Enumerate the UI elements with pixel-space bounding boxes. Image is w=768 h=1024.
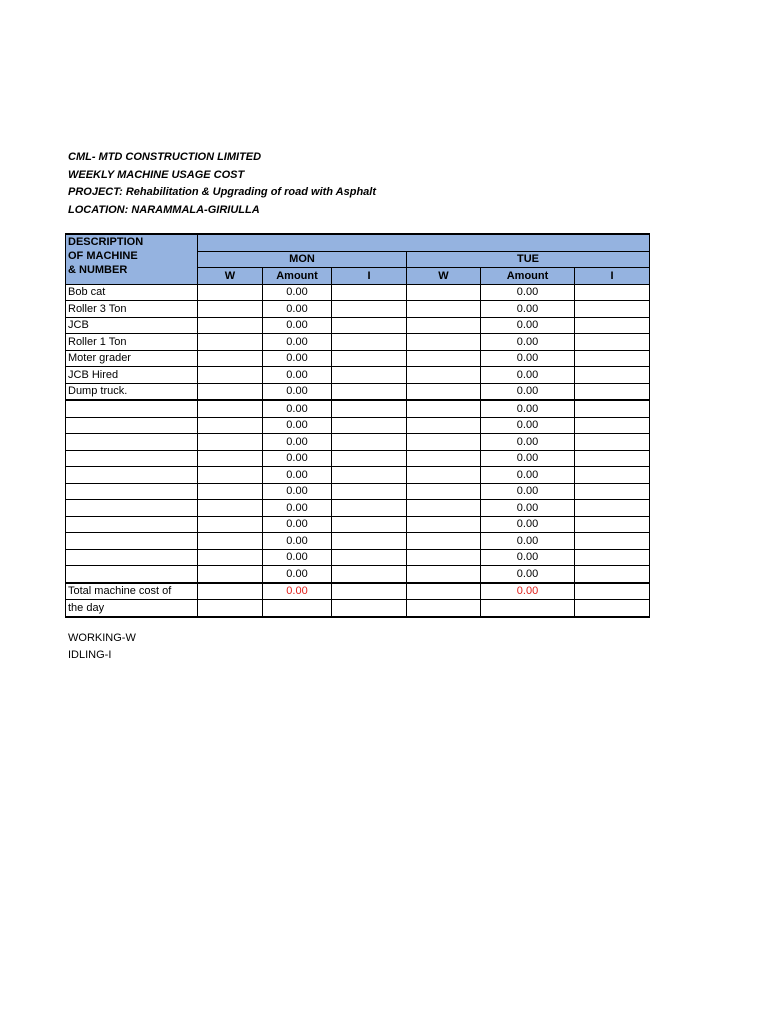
tue-w-cell[interactable]: [407, 566, 481, 583]
table-row: [66, 301, 650, 318]
total-row-continued: [66, 600, 650, 617]
mon-i-cell[interactable]: [332, 383, 407, 400]
tue-amount-cell[interactable]: 0.00: [481, 301, 575, 318]
tue-amount-cell[interactable]: 0.00: [481, 284, 575, 301]
tue-w-cell[interactable]: [407, 483, 481, 500]
tue-w-cell[interactable]: [407, 317, 481, 334]
tue-w-cell[interactable]: [407, 301, 481, 318]
mon-w-cell[interactable]: [198, 317, 263, 334]
day-header-mon: MON: [198, 251, 407, 268]
total-tue-w-cell: [407, 583, 481, 600]
machine-name-cell[interactable]: Bob cat: [66, 284, 198, 301]
tue-w-cell[interactable]: [407, 549, 481, 566]
table-row: [66, 350, 650, 367]
mon-amount-cell[interactable]: 0.00: [263, 334, 332, 351]
mon-i-cell[interactable]: [332, 367, 407, 384]
mon-amount-cell[interactable]: 0.00: [263, 350, 332, 367]
total-tue-amount: 0.00: [481, 583, 575, 600]
mon-i-cell[interactable]: [332, 500, 407, 517]
mon-w-cell[interactable]: [198, 367, 263, 384]
mon-i-cell[interactable]: [332, 450, 407, 467]
company-name: CML- MTD CONSTRUCTION LIMITED: [68, 151, 262, 163]
tue-i-cell[interactable]: [575, 549, 650, 566]
tue-w-cell[interactable]: [407, 334, 481, 351]
mon-w-cell[interactable]: [198, 483, 263, 500]
mon-i-cell[interactable]: [332, 467, 407, 484]
table-row: [66, 549, 650, 566]
document-header: [68, 149, 376, 219]
mon-i-cell[interactable]: [332, 533, 407, 550]
description-header-line: DESCRIPTION: [68, 236, 144, 248]
machine-name-cell[interactable]: [66, 566, 198, 583]
mon-amount-cell[interactable]: 0.00: [263, 450, 332, 467]
mon-i-cell[interactable]: [332, 417, 407, 434]
subheader-mon-w: W: [198, 268, 263, 285]
report-title: WEEKLY MACHINE USAGE COST: [68, 168, 245, 181]
tue-w-cell[interactable]: [407, 417, 481, 434]
tue-i-cell[interactable]: [575, 383, 650, 400]
machine-name-cell[interactable]: Moter grader: [66, 350, 198, 367]
machine-name-cell[interactable]: [66, 483, 198, 500]
tue-amount-cell[interactable]: 0.00: [481, 334, 575, 351]
mon-w-cell[interactable]: [198, 350, 263, 367]
tue-i-cell[interactable]: [575, 533, 650, 550]
machine-name-cell[interactable]: [66, 549, 198, 566]
mon-w-cell[interactable]: [198, 516, 263, 533]
mon-w-cell[interactable]: [198, 566, 263, 583]
machine-name-cell[interactable]: [66, 434, 198, 451]
table-row: [66, 417, 650, 434]
total-empty-cell: [575, 600, 650, 617]
tue-w-cell[interactable]: [407, 467, 481, 484]
mon-i-cell[interactable]: [332, 350, 407, 367]
tue-i-cell[interactable]: [575, 400, 650, 417]
tue-i-cell[interactable]: [575, 350, 650, 367]
table-row: [66, 483, 650, 500]
tue-w-cell[interactable]: [407, 284, 481, 301]
tue-i-cell[interactable]: [575, 317, 650, 334]
table-row: [66, 516, 650, 533]
mon-amount-cell[interactable]: 0.00: [263, 467, 332, 484]
tue-i-cell[interactable]: [575, 467, 650, 484]
table-row: [66, 367, 650, 384]
mon-amount-cell[interactable]: 0.00: [263, 284, 332, 301]
tue-amount-cell[interactable]: 0.00: [481, 434, 575, 451]
machine-name-cell[interactable]: [66, 500, 198, 517]
machine-name-cell[interactable]: Dump truck.: [66, 383, 198, 400]
tue-amount-cell[interactable]: 0.00: [481, 566, 575, 583]
machine-usage-table: [65, 233, 650, 618]
description-header-line: & NUMBER: [68, 264, 128, 276]
tue-amount-cell[interactable]: 0.00: [481, 383, 575, 400]
mon-w-cell[interactable]: [198, 383, 263, 400]
mon-i-cell[interactable]: [332, 317, 407, 334]
tue-i-cell[interactable]: [575, 434, 650, 451]
table-row: [66, 400, 650, 417]
table-row: [66, 284, 650, 301]
tue-w-cell[interactable]: [407, 434, 481, 451]
mon-w-cell[interactable]: [198, 549, 263, 566]
tue-amount-cell[interactable]: 0.00: [481, 549, 575, 566]
mon-w-cell[interactable]: [198, 417, 263, 434]
tue-amount-cell[interactable]: 0.00: [481, 400, 575, 417]
machine-name-cell[interactable]: Roller 3 Ton: [66, 301, 198, 318]
mon-i-cell[interactable]: [332, 301, 407, 318]
project-line: PROJECT: Rehabilitation & Upgrading of road with Asphalt: [68, 186, 376, 198]
mon-amount-cell[interactable]: 0.00: [263, 301, 332, 318]
tue-amount-cell[interactable]: 0.00: [481, 350, 575, 367]
mon-amount-cell[interactable]: 0.00: [263, 367, 332, 384]
mon-amount-cell[interactable]: 0.00: [263, 434, 332, 451]
tue-w-cell[interactable]: [407, 350, 481, 367]
mon-i-cell[interactable]: [332, 400, 407, 417]
table-row: [66, 383, 650, 400]
total-row: [66, 583, 650, 600]
tue-i-cell[interactable]: [575, 301, 650, 318]
mon-w-cell[interactable]: [198, 434, 263, 451]
tue-amount-cell[interactable]: 0.00: [481, 483, 575, 500]
subheader-tue-i: I: [575, 268, 650, 285]
location-line: LOCATION: NARAMMALA-GIRIULLA: [68, 203, 260, 216]
mon-w-cell[interactable]: [198, 467, 263, 484]
mon-w-cell[interactable]: [198, 400, 263, 417]
total-label-line2: the day: [66, 600, 198, 617]
machine-name-cell[interactable]: JCB: [66, 317, 198, 334]
machine-name-cell[interactable]: JCB Hired: [66, 367, 198, 384]
tue-amount-cell[interactable]: 0.00: [481, 533, 575, 550]
table-row: [66, 450, 650, 467]
legend: [68, 630, 136, 663]
tue-amount-cell[interactable]: 0.00: [481, 367, 575, 384]
tue-amount-cell[interactable]: 0.00: [481, 516, 575, 533]
tue-i-cell[interactable]: [575, 483, 650, 500]
tue-i-cell[interactable]: [575, 516, 650, 533]
table-row: [66, 500, 650, 517]
table-row: [66, 566, 650, 583]
legend-working: WORKING-W: [68, 632, 136, 644]
machine-name-cell[interactable]: [66, 467, 198, 484]
description-header: [66, 234, 198, 284]
total-empty-cell: [481, 600, 575, 617]
subheader-mon-i: I: [332, 268, 407, 285]
mon-amount-cell[interactable]: 0.00: [263, 317, 332, 334]
tue-w-cell[interactable]: [407, 516, 481, 533]
tue-w-cell[interactable]: [407, 533, 481, 550]
header-band: [198, 234, 650, 251]
mon-i-cell[interactable]: [332, 566, 407, 583]
mon-w-cell[interactable]: [198, 284, 263, 301]
total-label-line1: Total machine cost of: [66, 583, 198, 600]
tue-w-cell[interactable]: [407, 400, 481, 417]
machine-name-cell[interactable]: [66, 417, 198, 434]
mon-amount-cell[interactable]: 0.00: [263, 500, 332, 517]
tue-i-cell[interactable]: [575, 566, 650, 583]
tue-amount-cell[interactable]: 0.00: [481, 450, 575, 467]
tue-i-cell[interactable]: [575, 500, 650, 517]
tue-w-cell[interactable]: [407, 500, 481, 517]
tue-w-cell[interactable]: [407, 450, 481, 467]
mon-w-cell[interactable]: [198, 301, 263, 318]
tue-amount-cell[interactable]: 0.00: [481, 317, 575, 334]
tue-amount-cell[interactable]: 0.00: [481, 500, 575, 517]
total-empty-cell: [263, 600, 332, 617]
total-empty-cell: [332, 600, 407, 617]
mon-i-cell[interactable]: [332, 284, 407, 301]
tue-w-cell[interactable]: [407, 367, 481, 384]
mon-w-cell[interactable]: [198, 450, 263, 467]
subheader-mon-amount: Amount: [263, 268, 332, 285]
table-row: [66, 467, 650, 484]
mon-i-cell[interactable]: [332, 549, 407, 566]
total-empty-cell: [198, 600, 263, 617]
mon-amount-cell[interactable]: 0.00: [263, 549, 332, 566]
description-header-line: OF MACHINE: [68, 250, 138, 262]
mon-amount-cell[interactable]: 0.00: [263, 383, 332, 400]
tue-i-cell[interactable]: [575, 367, 650, 384]
subheader-tue-amount: Amount: [481, 268, 575, 285]
machine-name-cell[interactable]: [66, 516, 198, 533]
tue-i-cell[interactable]: [575, 334, 650, 351]
mon-i-cell[interactable]: [332, 516, 407, 533]
mon-i-cell[interactable]: [332, 334, 407, 351]
total-mon-amount: 0.00: [263, 583, 332, 600]
mon-amount-cell[interactable]: 0.00: [263, 483, 332, 500]
total-empty-cell: [407, 600, 481, 617]
table-row: [66, 334, 650, 351]
mon-amount-cell[interactable]: 0.00: [263, 400, 332, 417]
mon-amount-cell[interactable]: 0.00: [263, 516, 332, 533]
tue-w-cell[interactable]: [407, 383, 481, 400]
mon-i-cell[interactable]: [332, 434, 407, 451]
total-mon-w-cell: [198, 583, 263, 600]
legend-idling: IDLING-I: [68, 648, 112, 661]
table-row: [66, 434, 650, 451]
mon-amount-cell[interactable]: 0.00: [263, 417, 332, 434]
machine-name-cell[interactable]: [66, 450, 198, 467]
machine-name-cell[interactable]: [66, 533, 198, 550]
mon-w-cell[interactable]: [198, 334, 263, 351]
tue-amount-cell[interactable]: 0.00: [481, 417, 575, 434]
mon-w-cell[interactable]: [198, 533, 263, 550]
mon-w-cell[interactable]: [198, 500, 263, 517]
machine-name-cell[interactable]: Roller 1 Ton: [66, 334, 198, 351]
mon-amount-cell[interactable]: 0.00: [263, 566, 332, 583]
total-mon-i-cell: [332, 583, 407, 600]
mon-amount-cell[interactable]: 0.00: [263, 533, 332, 550]
subheader-tue-w: W: [407, 268, 481, 285]
tue-i-cell[interactable]: [575, 450, 650, 467]
tue-i-cell[interactable]: [575, 417, 650, 434]
tue-amount-cell[interactable]: 0.00: [481, 467, 575, 484]
machine-name-cell[interactable]: [66, 400, 198, 417]
table-row: [66, 317, 650, 334]
tue-i-cell[interactable]: [575, 284, 650, 301]
day-header-tue: TUE: [407, 251, 650, 268]
table-row: [66, 533, 650, 550]
mon-i-cell[interactable]: [332, 483, 407, 500]
total-tue-i-cell: [575, 583, 650, 600]
